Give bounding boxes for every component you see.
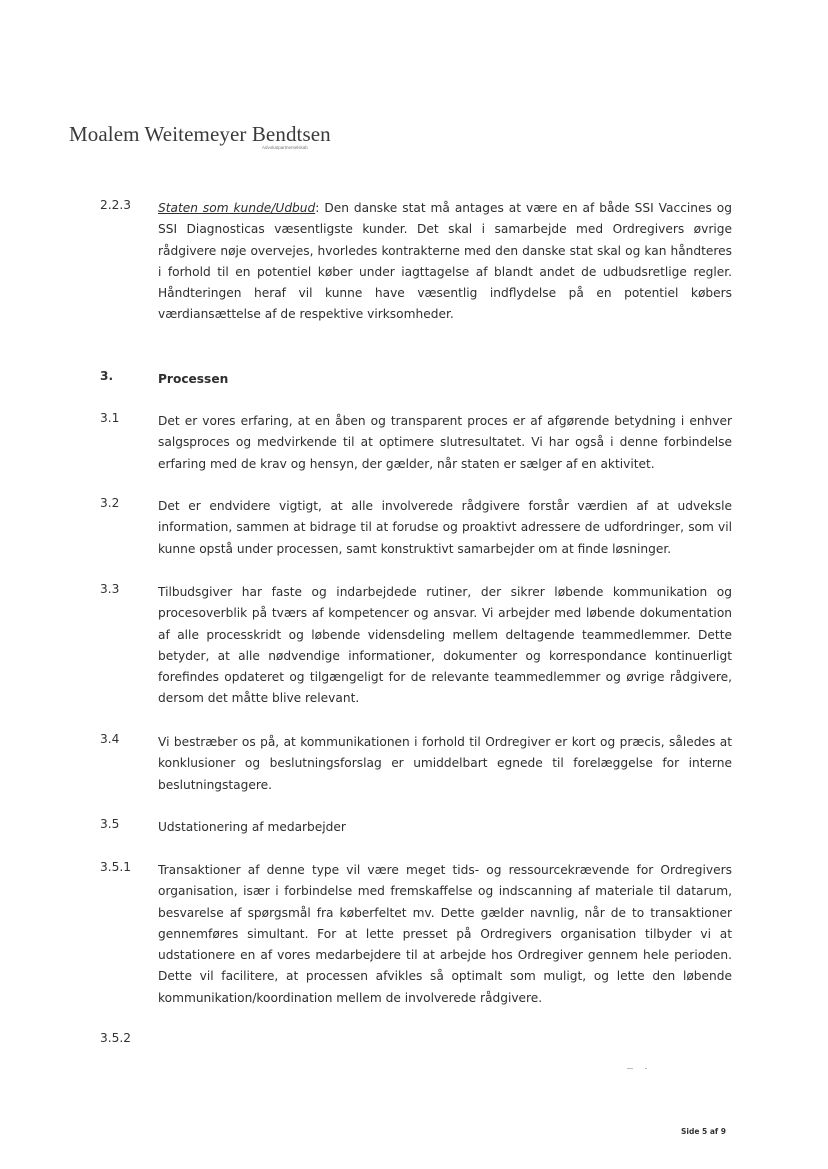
section-number: 3.3 bbox=[100, 582, 120, 596]
section-text: Det er vores erfaring, at en åben og transparent proces er af afgørende betydning i enhver salgsproces og medvirkende til at optimere slutresultatet. Vi har også i denne forbindelse erfaring med de krav og hensyn, der gælder, når staten er sælger af en aktivitet. bbox=[158, 414, 732, 471]
section-3-heading bbox=[100, 369, 732, 390]
section-text: Vi bestræber os på, at kommunikationen i forhold til Ordregiver er kort og præcis, således at konklusioner og beslutningsforslag er umiddelbart egnede til forelæggelse for interne beslutningstagere. bbox=[158, 735, 732, 792]
section-text: Transaktioner af denne type vil være meget tids- og ressourcekrævende for Ordregivers organisation, især i forbindelse med fremskaffelse og indscanning af materiale til datarum, besvarelse af spørgsmål fra køberfeltet mv. Dette gælder navnlig, når de to transaktioner gennemføres simultant. For at lette presset på Ordregivers organisation tilbyder vi at udstationere en af vores medarbejdere til at arbejde hos Ordregiver gennem hele perioden. Dette vil facilitere, at processen afvikles så optimalt som muligt, og lette den løbende kommunikation/koordination mellem de involverede rådgivere. bbox=[158, 863, 732, 1005]
section-lead: Staten som kunde/Udbud bbox=[158, 201, 316, 215]
section-3-5-1 bbox=[100, 860, 732, 1009]
section-3-2 bbox=[100, 496, 732, 560]
section-3-4 bbox=[100, 732, 732, 796]
section-text: Tilbudsgiver har faste og indarbejdede rutiner, der sikrer løbende kommunikation og procesoverblik på tværs af kompetencer og ansvar. Vi arbejder med løbende dokumentation af alle processkridt og løbende vidensdeling mellem deltagende teammedlemmer. Dette betyder, at alle nødvendige informationer, dokumenter og korrespondance kontinuerligt forefindes opdateret og tilgængeligt for de relevante teammedlemmer og øvrige rådgivere, dersom det måtte blive relevant. bbox=[158, 585, 732, 706]
section-heading: Processen bbox=[158, 372, 229, 386]
firm-logo bbox=[69, 122, 331, 150]
section-text: Udstationering af medarbejder bbox=[158, 820, 346, 834]
section-number: 3.1 bbox=[100, 411, 120, 425]
section-2-2-3 bbox=[100, 198, 732, 326]
page-number: Side 5 af 9 bbox=[681, 1127, 727, 1136]
section-body: : Den danske stat må antages at være en af både SSI Vaccines og SSI Diagnosticas væsentligste kunder. Det skal i samarbejde med Ordregivers øvrige rådgivere nøje overvejes, hvorledes kontrakterne med den danske stat skal og kan håndteres i forhold til en potentiel køber under iagttagelse af blandt andet de udbudsretlige regler. Håndteringen heraf vil kunne have væsentlig indflydelse på en potentiel købers værdiansættelse af de respektive virksomheder. bbox=[158, 201, 732, 322]
section-text: Det er endvidere vigtigt, at alle involverede rådgivere forstår værdien af at udveksle information, sammen at bidrage til at forudse og proaktivt adressere de udfordringer, som vil kunne opstå under processen, samt konstruktivt samarbejder om at finde løsninger. bbox=[158, 499, 732, 556]
section-number: 3.2 bbox=[100, 496, 120, 510]
section-number: 3. bbox=[100, 369, 114, 383]
section-number: 3.4 bbox=[100, 732, 120, 746]
section-number: 3.5 bbox=[100, 817, 120, 831]
section-3-5 bbox=[100, 817, 732, 838]
section-number: 3.5.2 bbox=[100, 1031, 132, 1045]
section-3-1 bbox=[100, 411, 732, 475]
scan-mark bbox=[645, 1068, 647, 1069]
firm-name: Moalem Weitemeyer Bendtsen bbox=[69, 122, 331, 146]
section-3-3 bbox=[100, 582, 732, 710]
section-number: 3.5.1 bbox=[100, 860, 132, 874]
firm-subline: Advokatpartnerselskab bbox=[262, 145, 308, 150]
section-text bbox=[158, 198, 732, 326]
scan-mark bbox=[627, 1068, 633, 1069]
section-number: 2.2.3 bbox=[100, 198, 132, 212]
